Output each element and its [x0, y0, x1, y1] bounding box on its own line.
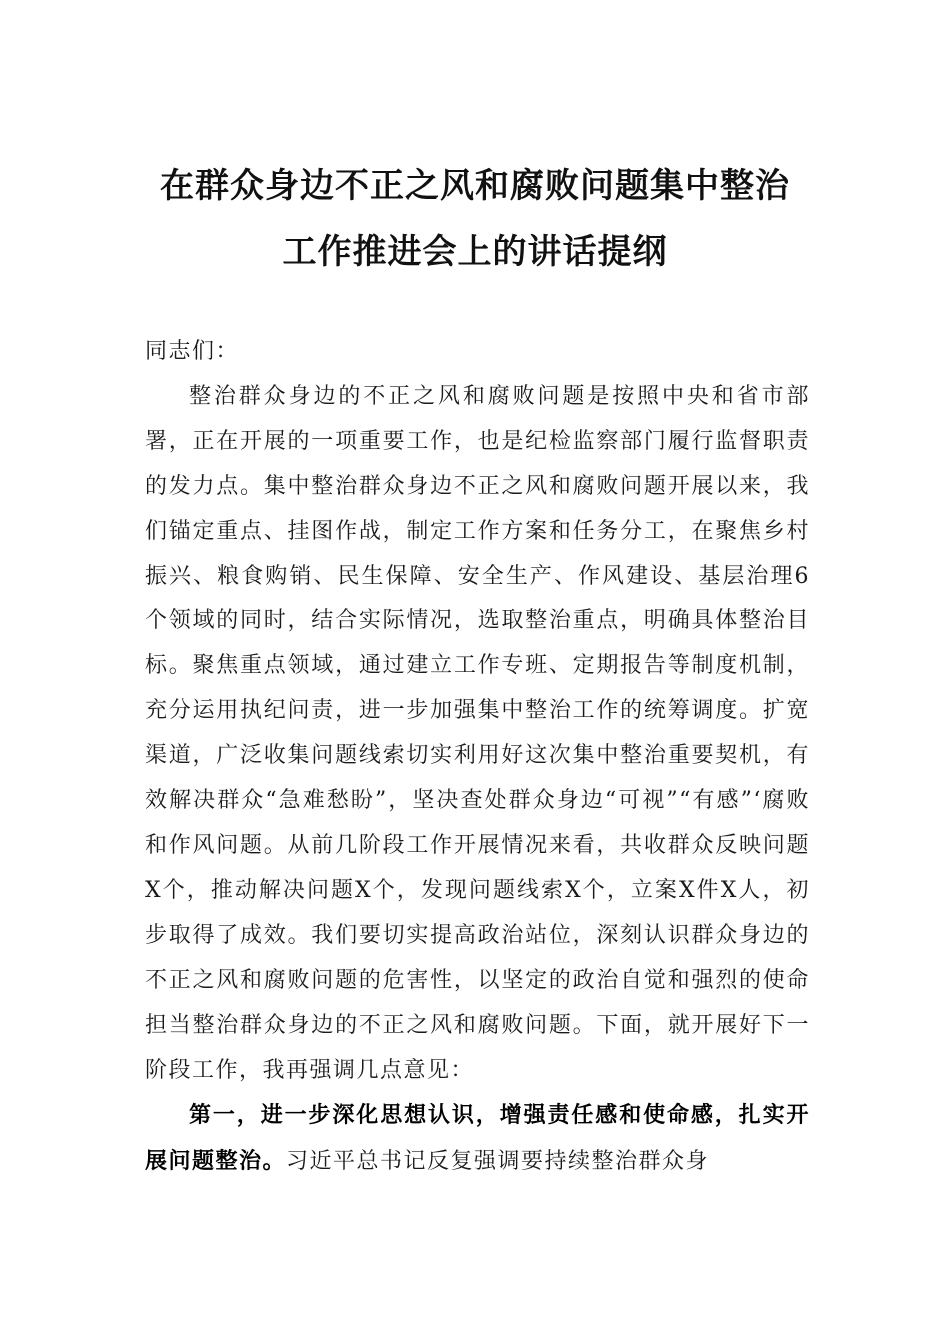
paragraph-2-heading: 第一，进一步深化思想认识，增强责任感和使命感，扎实开展问题整治。	[145, 1102, 810, 1175]
paragraph-1: 整治群众身边的不正之风和腐败问题是按照中央和省市部署，正在开展的一项重要工作，也是纪检监察部门履行监督职责的发力点。集中整治群众身边不正之风和腐败问题开展以来，我们锚定重点、挂图作战，制定工作方案和任务分工，在聚焦乡村振兴、粮食购销、民生保障、安全生产、作风建设、基层治理6个领域的同时，结合实际情况，选取整治重点，明确具体整治目标。聚焦重点领域，通过建立工作专班、定期报告等制度机制，充分运用执纪问责，进一步加强集中整治工作的统筹调度。扩宽渠道，广泛收集问题线索切实利用好这次集中整治重要契机，有效解决群众“急难愁盼”，坚决查处群众身边“可视”“有感”‘腐败和作风问题。从前几阶段工作开展情况来看，共收群众反映问题X个，推动解决问题X个，发现问题线索X个，立案X件X人，初步取得了成效。我们要切实提高政治站位，深刻认识群众身边的不正之风和腐败问题的危害性，以坚定的政治自觉和强烈的使命担当整治群众身边的不正之风和腐败问题。下面，就开展好下一阶段工作，我再强调几点意见：	[145, 383, 810, 1083]
paragraph-2-text: 习近平总书记反复强调要持续整治群众身	[286, 1149, 710, 1175]
salutation: 同志们：	[145, 339, 240, 364]
document-body	[145, 330, 810, 1185]
title-line-2: 工作推进会上的讲话提纲	[282, 232, 668, 272]
paragraph-2	[145, 1093, 810, 1185]
title-line-1: 在群众身边不正之风和腐败问题集中整治	[160, 166, 790, 206]
document-title	[120, 153, 830, 285]
